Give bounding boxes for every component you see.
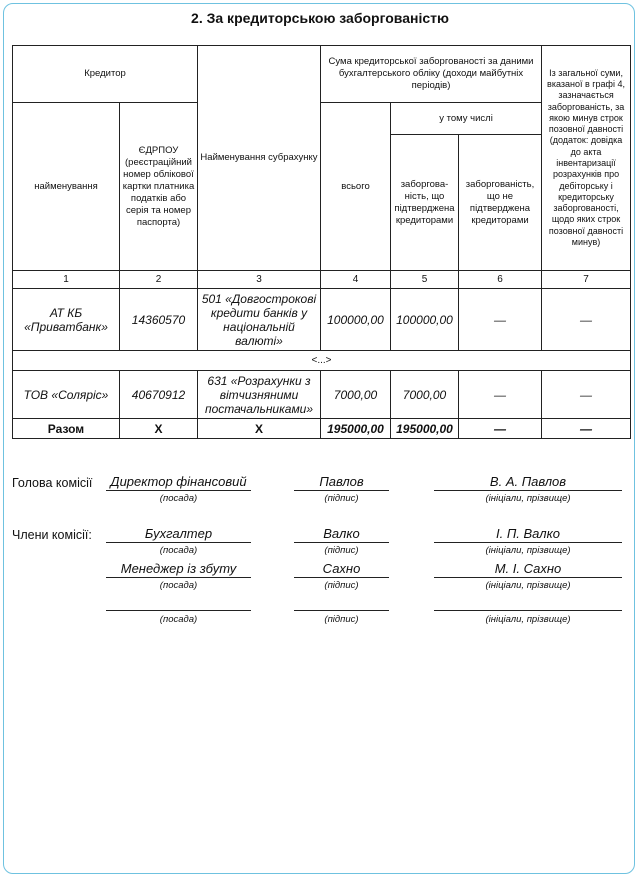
caption-signature: (підпис)	[324, 545, 359, 556]
creditor-name: ТОВ «Соляріс»	[13, 371, 120, 419]
caption-initials: (ініціали, прізвище)	[485, 493, 571, 504]
signature-sign: Сахно	[294, 561, 389, 578]
header-sum-group: Сума кредиторської заборгованості за даними бухгалтерського обліку (доходи майбутніх періодів)	[321, 46, 542, 103]
ellipsis-text: <...>	[13, 351, 631, 371]
totals-col2: Х	[120, 419, 198, 439]
signature-initials: В. А. Павлов	[434, 474, 622, 491]
creditor-name: АТ КБ «Приватбанк»	[13, 289, 120, 351]
signature-sign: Павлов	[294, 474, 389, 491]
header-total: всього	[321, 103, 391, 271]
header-not-confirmed: заборгованість, що не підтверджена кредиторами	[459, 135, 542, 271]
caption-initials: (ініціали, прізвище)	[485, 580, 571, 591]
signature-initials	[434, 594, 622, 611]
totals-confirmed: 195000,00	[391, 419, 459, 439]
creditor-debt-table	[12, 45, 631, 439]
chair-label: Голова комісії	[12, 476, 93, 490]
col-number: 2	[120, 271, 198, 289]
members-label: Члени комісії:	[12, 528, 92, 542]
totals-not-confirmed: —	[459, 419, 542, 439]
expired-value: —	[542, 289, 631, 351]
section-title: 2. За кредиторською заборгованістю	[191, 10, 449, 26]
caption-signature: (підпис)	[324, 493, 359, 504]
totals-col3: Х	[198, 419, 321, 439]
table-row	[13, 289, 631, 351]
col-number: 5	[391, 271, 459, 289]
confirmed-value: 100000,00	[391, 289, 459, 351]
header-subaccount: Найменування субрахунку	[198, 46, 321, 271]
totals-total: 195000,00	[321, 419, 391, 439]
signature-position: Менеджер із збуту	[106, 561, 251, 578]
col-number: 4	[321, 271, 391, 289]
signature-initials: М. І. Сахно	[434, 561, 622, 578]
total-value: 100000,00	[321, 289, 391, 351]
header-row-1	[13, 46, 631, 103]
expired-value: —	[542, 371, 631, 419]
header-row-2	[13, 103, 631, 135]
confirmed-value: 7000,00	[391, 371, 459, 419]
caption-position: (посада)	[159, 493, 198, 504]
header-name: найменування	[13, 103, 120, 271]
col-number: 6	[459, 271, 542, 289]
caption-signature: (підпис)	[324, 580, 359, 591]
header-expired: Із загальної суми, вказаної в графі 4, зазначається заборгованість, за якою минув строк позовної давності (додаток: довідка до акта інвентаризації розрахунків про дебіторську і кредиторську заборгованості, щодо яких строк позовної давності минув)	[542, 46, 631, 271]
caption-position: (посада)	[159, 545, 198, 556]
col-number: 3	[198, 271, 321, 289]
header-creditor: Кредитор	[13, 46, 198, 103]
table-row	[13, 371, 631, 419]
not-confirmed-value: —	[459, 371, 542, 419]
header-confirmed: заборгованість, що підтверджена кредиторами	[391, 135, 459, 271]
caption-initials: (ініціали, прізвище)	[485, 545, 571, 556]
caption-position: (посада)	[159, 614, 198, 625]
signature-position: Бухгалтер	[106, 526, 251, 543]
total-value: 7000,00	[321, 371, 391, 419]
caption-initials: (ініціали, прізвище)	[485, 614, 571, 625]
totals-label: Разом	[13, 419, 120, 439]
totals-expired: —	[542, 419, 631, 439]
column-numbers-row	[13, 271, 631, 289]
col-number: 7	[542, 271, 631, 289]
subaccount-name: 631 «Розрахунки з вітчизняними постачальниками»	[198, 371, 321, 419]
header-edrpou: ЄДРПОУ (реєстраційний номер облікової картки платника податків або серія та номер паспорта)	[120, 103, 198, 271]
subaccount-name: 501 «Довгострокові кредити банків у національній валюті»	[198, 289, 321, 351]
signature-initials: І. П. Валко	[434, 526, 622, 543]
creditor-code: 40670912	[120, 371, 198, 419]
header-including: у тому числі	[391, 103, 542, 135]
signature-sign	[294, 594, 389, 611]
caption-position: (посада)	[159, 580, 198, 591]
signature-sign: Валко	[294, 526, 389, 543]
signature-position	[106, 594, 251, 611]
col-number: 1	[13, 271, 120, 289]
signature-position: Директор фінансовий	[106, 474, 251, 491]
ellipsis-row	[13, 351, 631, 371]
not-confirmed-value: —	[459, 289, 542, 351]
creditor-code: 14360570	[120, 289, 198, 351]
caption-signature: (підпис)	[324, 614, 359, 625]
totals-row	[13, 419, 631, 439]
